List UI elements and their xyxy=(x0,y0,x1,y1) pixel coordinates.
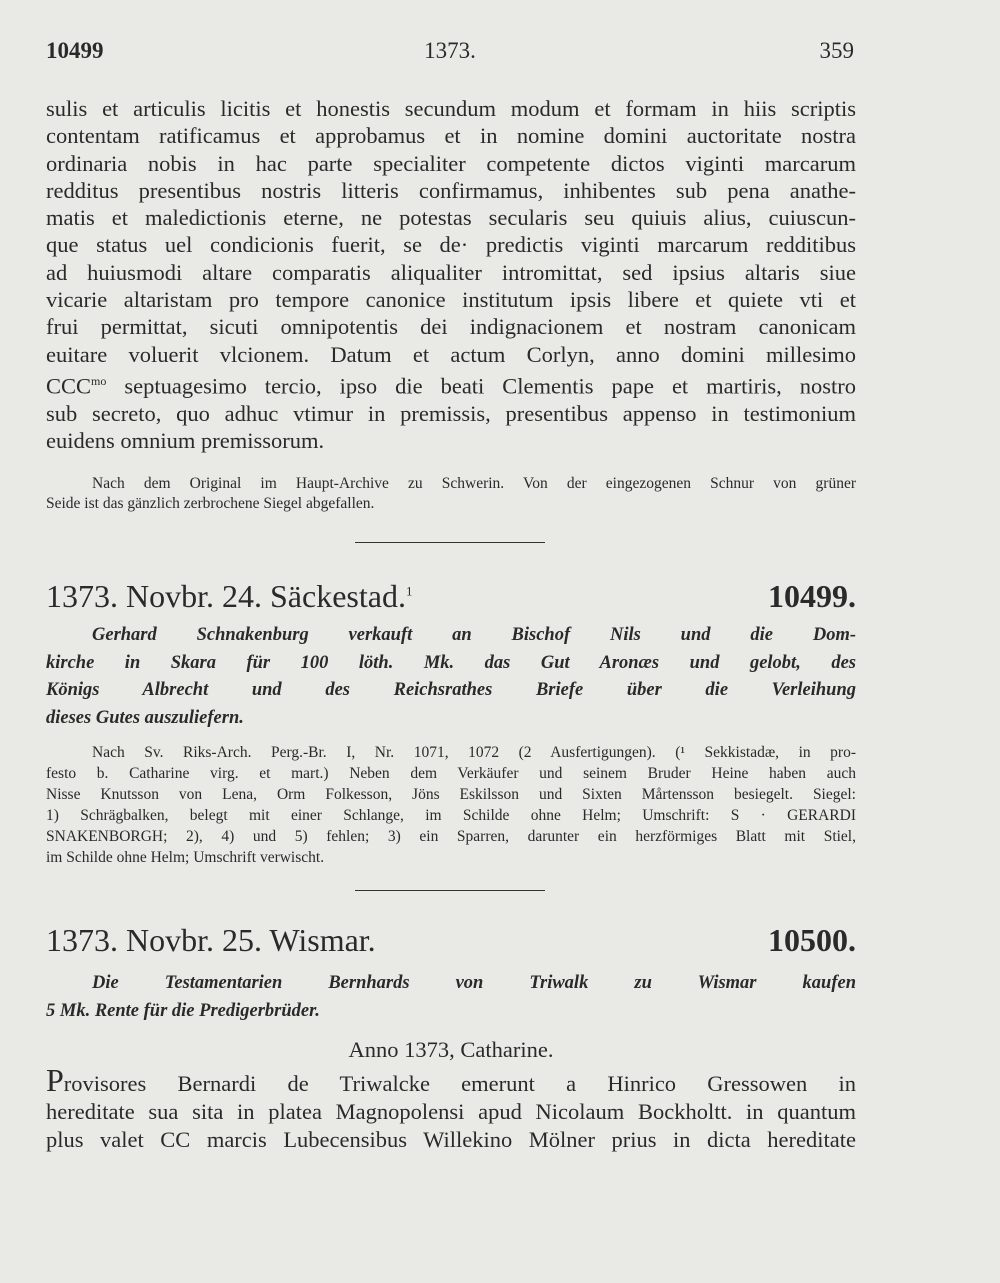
note-line: Nisse Knutsson von Lena, Orm Folkesson, Jöns Eskilsson und Sixten Mårtensson besiegelt. Siegel: xyxy=(46,786,856,803)
entry-regest-10499 xyxy=(46,622,856,732)
text-line: frui permittat, sicuti omnipotentis dei indignacionem et nostram canonicam xyxy=(46,314,856,340)
entry-date: 1373. Novbr. 24. Säckestad.$^1$ xyxy=(46,578,413,614)
regest-line: Königs Albrecht und des Reichsrathes Briefe über die Verleihung xyxy=(46,680,856,700)
text-line: euitare voluerit vlcionem. Datum et actum Corlyn, anno domini millesimo xyxy=(46,341,856,367)
note-line: SNAKENBORGH; 2), 4) und 5) fehlen; 3) ein Sparren, darunter ein herzförmiges Blatt mit Stiel, xyxy=(46,828,856,845)
document-text-10500 xyxy=(46,1062,856,1154)
text-line: euidens omnium premissorum. xyxy=(46,428,325,454)
entry-number: 10499. xyxy=(768,578,856,614)
regest-line: dieses Gutes auszuliefern. xyxy=(46,707,244,728)
text-line: ad huiusmodi altare comparatis aliqualiter intromittat, sed ipsius altaris siue xyxy=(46,259,856,285)
text-line-rest: rovisores Bernardi de Triwalcke emerunt a Hinrico Gressowen in xyxy=(63,1071,856,1096)
text-line: matis et maledictionis eterne, ne potestas secularis seu quiuis alius, cuiuscun- xyxy=(46,205,856,231)
ccc-numeral: CCC xyxy=(46,373,92,399)
document-dateline: Anno 1373, Catharine. xyxy=(348,1037,554,1062)
text-line-rest: septuagesimo tercio, ipso die beati Clementis pape et martiris, nostro xyxy=(124,373,856,399)
charter-text xyxy=(46,95,856,454)
text-line: vicarie altaristam pro tempore canonice institutum ipsis libere et quiete vti et xyxy=(46,287,856,313)
initial-letter: P xyxy=(46,1062,64,1098)
regest-line: Die Testamentarien Bernhards von Triwalk zu Wismar kaufen xyxy=(92,973,856,993)
note-line: 1) Schrägbalken, belegt mit einer Schlange, im Schilde ohne Helm; Umschrift: S · GERARDI xyxy=(46,807,856,824)
regest-line: Gerhard Schnakenburg verkauft an Bischof Nils und die Dom- xyxy=(92,625,856,645)
header-entry-number: 10499 xyxy=(46,38,104,63)
entry-heading-10499 xyxy=(46,578,856,622)
regest-line: kirche in Skara für 100 löth. Mk. das Gut Aronæs und gelobt, des xyxy=(46,652,856,673)
text-line: contentam ratificamus et approbamus et in nomine domini auctoritate nostra xyxy=(46,123,856,149)
text-line: sulis et articulis licitis et honestis secundum modum et formam in hiis scriptis xyxy=(46,96,856,121)
text-line xyxy=(46,368,856,400)
text-line: hereditate sua sita in platea Magnopolensi apud Nicolaum Bockholtt. in quantum xyxy=(46,1099,856,1124)
text-line xyxy=(46,1062,856,1098)
source-note-10499 xyxy=(46,742,856,868)
running-header xyxy=(46,38,854,68)
text-line: plus valet CC marcis Lubecensibus Willekino Mölner prius in dicta hereditate xyxy=(46,1127,856,1152)
page-number: 359 xyxy=(819,38,854,63)
note-line: festo b. Catharine virg. et mart.) Neben dem Verkäufer und seinem Bruder Heine haben auch xyxy=(46,765,856,782)
note-line: Nach dem Original im Haupt-Archive zu Schwerin. Von der eingezogenen Schnur von grüner xyxy=(92,475,856,492)
ccc-superscript: mo xyxy=(91,373,107,388)
note-line: Seide ist das gänzlich zerbrochene Siegel abgefallen. xyxy=(46,495,375,512)
entry-heading-10500 xyxy=(46,922,856,966)
header-year: 1373. xyxy=(424,38,476,63)
footnote-marker: 1 xyxy=(405,583,413,599)
text-line: ordinaria nobis in hac parte specialiter competente dictos viginti marcarum xyxy=(46,150,856,176)
entry-date: 1373. Novbr. 25. Wismar. xyxy=(46,922,376,958)
section-divider xyxy=(355,542,545,543)
source-note xyxy=(46,474,856,514)
text-line: sub secreto, quo adhuc vtimur in premissis, presentibus appenso in testimonium xyxy=(46,400,856,426)
note-line: Nach Sv. Riks-Arch. Perg.-Br. I, Nr. 1071, 1072 (2 Ausfertigungen). (¹ Sekkistadæ, in pro- xyxy=(92,744,856,761)
text-line: redditus presentibus nostris litteris confirmamus, inhibentes sub pena anathe- xyxy=(46,177,856,203)
text-line: que status uel condicionis fuerit, se de· predictis viginti marcarum redditibus xyxy=(46,232,856,258)
entry-number: 10500. xyxy=(768,922,856,958)
section-divider xyxy=(355,890,545,891)
regest-line: 5 Mk. Rente für die Predigerbrüder. xyxy=(46,1000,320,1021)
note-line: im Schilde ohne Helm; Umschrift verwischt. xyxy=(46,849,325,866)
entry-regest-10500 xyxy=(46,970,856,1025)
